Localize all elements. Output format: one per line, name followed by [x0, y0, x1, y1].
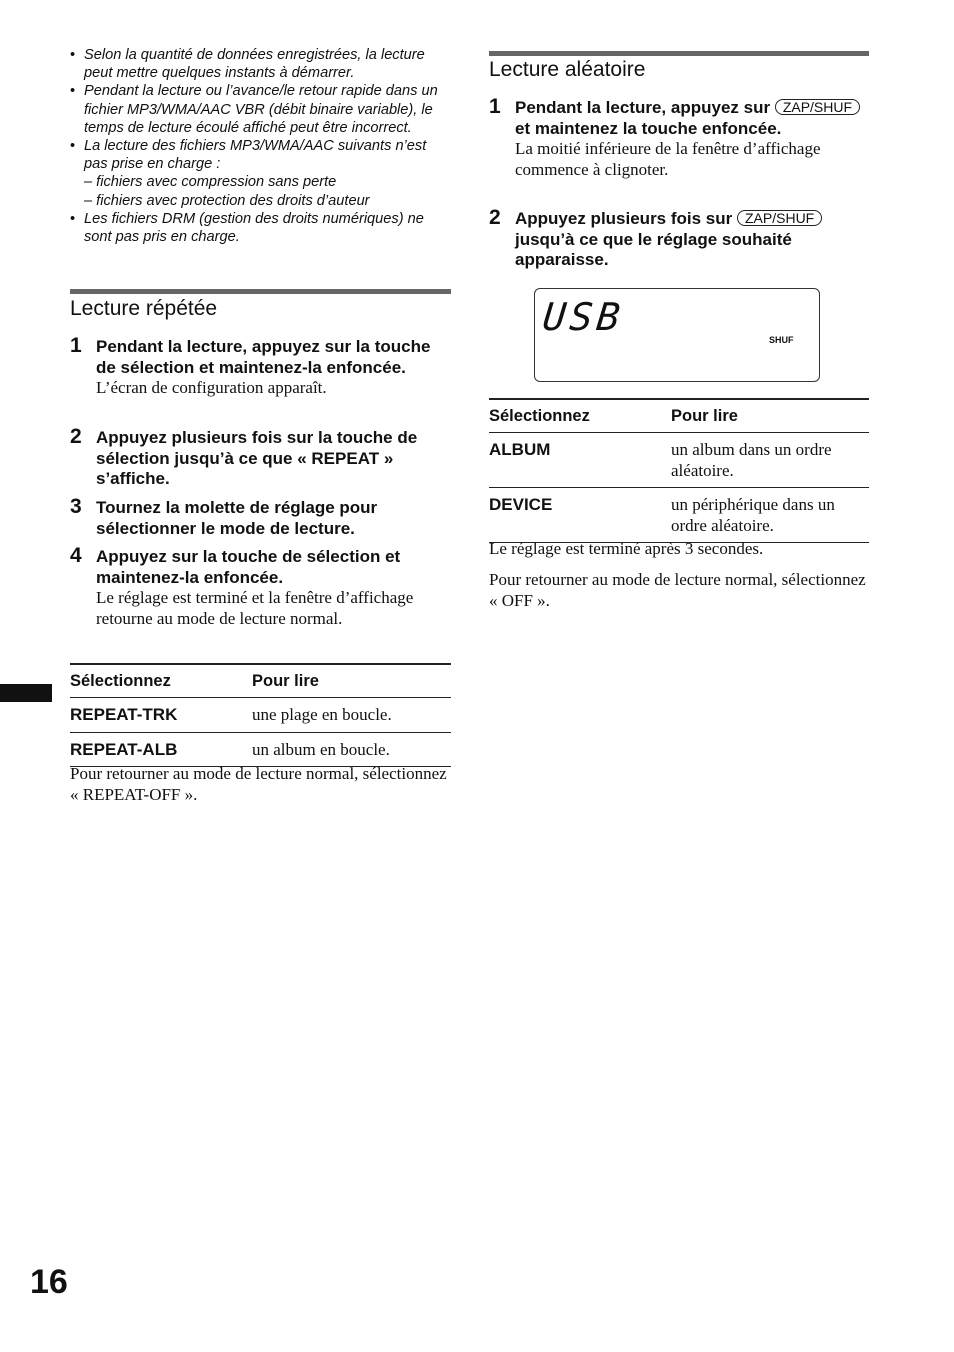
table-header: Pour lire — [252, 664, 451, 698]
note-item — [70, 137, 451, 210]
table-row — [489, 433, 869, 488]
section-rule — [70, 289, 451, 294]
repeat-footer-text: Pour retourner au mode de lecture normal, sélectionnez « REPEAT-OFF ». — [70, 764, 447, 804]
table-header: Sélectionnez — [489, 399, 671, 433]
note-item: • Selon la quantité de données enregistrées, la lecture peut mettre quelques instants à démarrer. — [70, 46, 451, 82]
table-cell-description: un périphérique dans un ordre aléatoire. — [671, 488, 869, 543]
display-shuf-indicator: SHUF — [769, 335, 794, 345]
step-number: 2 — [70, 425, 82, 448]
shuffle-note-text: Le réglage est terminé après 3 secondes. — [489, 539, 764, 558]
step-number: 1 — [489, 95, 501, 118]
table-header-row — [70, 664, 451, 698]
shuffle-footer-text: Pour retourner au mode de lecture normal, sélectionnez « OFF ». — [489, 570, 866, 610]
display-illustration — [534, 288, 820, 382]
step-number: 2 — [489, 206, 501, 229]
repeat-step-4 — [70, 544, 451, 629]
note-item: • Pendant la lecture ou l’avance/le retour rapide dans un fichier MP3/WMA/AAC VBR (débit binaire variable), le temps de lecture écoulé affiché peut être incorrect. — [70, 82, 451, 137]
repeat-mode-table — [70, 663, 451, 767]
note-subitem: – fichiers avec compression sans perte — [84, 174, 337, 191]
section-title-repeat: Lecture répétée — [70, 297, 218, 320]
section-title-shuffle: Lecture aléatoire — [489, 58, 646, 81]
step-text-after: et maintenez la touche enfoncée. — [515, 118, 782, 138]
table-cell-option: DEVICE — [489, 488, 671, 543]
repeat-step-2 — [70, 425, 451, 490]
display-main-text: USB — [540, 295, 626, 339]
table-header: Pour lire — [671, 399, 869, 433]
zap-shuf-key: ZAP/SHUF — [737, 210, 822, 226]
note-text: La lecture des fichiers MP3/WMA/AAC suivants n’est pas prise en charge : — [84, 138, 427, 173]
shuffle-step-1 — [489, 95, 869, 180]
step-text: Appuyez plusieurs fois sur la touche de sélection jusqu’à ce que « REPEAT » s’affiche. — [96, 428, 418, 489]
step-subtext: L’écran de configuration apparaît. — [96, 378, 327, 398]
table-header: Sélectionnez — [70, 664, 252, 698]
table-cell-option: REPEAT-TRK — [70, 698, 252, 733]
repeat-step-1 — [70, 334, 451, 399]
note-subitem: – fichiers avec protection des droits d’auteur — [84, 192, 370, 209]
step-text — [515, 98, 869, 139]
zap-shuf-key: ZAP/SHUF — [775, 99, 860, 115]
step-subtext: Le réglage est terminé et la fenêtre d’affichage retourne au mode de lecture normal. — [96, 588, 414, 628]
step-subtext: La moitié inférieure de la fenêtre d’affichage commence à clignoter. — [515, 139, 821, 179]
table-header-row — [489, 399, 869, 433]
table-row — [70, 698, 451, 733]
repeat-step-3 — [70, 495, 451, 539]
table-cell-option: ALBUM — [489, 433, 671, 488]
step-number: 4 — [70, 544, 82, 567]
step-text-before: Pendant la lecture, appuyez sur — [515, 98, 771, 117]
table-cell-option: REPEAT-ALB — [70, 732, 252, 767]
table-row — [70, 732, 451, 767]
shuffle-mode-table — [489, 398, 869, 543]
table-cell-description: une plage en boucle. — [252, 698, 451, 733]
step-number: 1 — [70, 334, 82, 357]
table-cell-description: un album dans un ordre aléatoire. — [671, 433, 869, 488]
table-row — [489, 488, 869, 543]
shuffle-step-2 — [489, 206, 869, 271]
step-number: 3 — [70, 495, 82, 518]
step-text: Pendant la lecture, appuyez sur la touche de sélection et maintenez-la enfoncée. — [96, 337, 431, 377]
step-text: Tournez la molette de réglage pour sélectionner le mode de lecture. — [96, 498, 378, 538]
note-item: • Les fichiers DRM (gestion des droits numériques) ne sont pas pris en charge. — [70, 210, 451, 246]
step-text-after: jusqu’à ce que le réglage souhaité apparaisse. — [515, 229, 792, 270]
notes-list — [70, 46, 451, 246]
step-text — [515, 209, 869, 271]
step-text-before: Appuyez plusieurs fois sur — [515, 209, 733, 228]
page-number: 16 — [30, 1263, 68, 1301]
section-tab-marker — [0, 684, 52, 702]
section-rule — [489, 51, 869, 56]
table-cell-description: un album en boucle. — [252, 732, 451, 767]
step-text: Appuyez sur la touche de sélection et maintenez-la enfoncée. — [96, 547, 401, 587]
